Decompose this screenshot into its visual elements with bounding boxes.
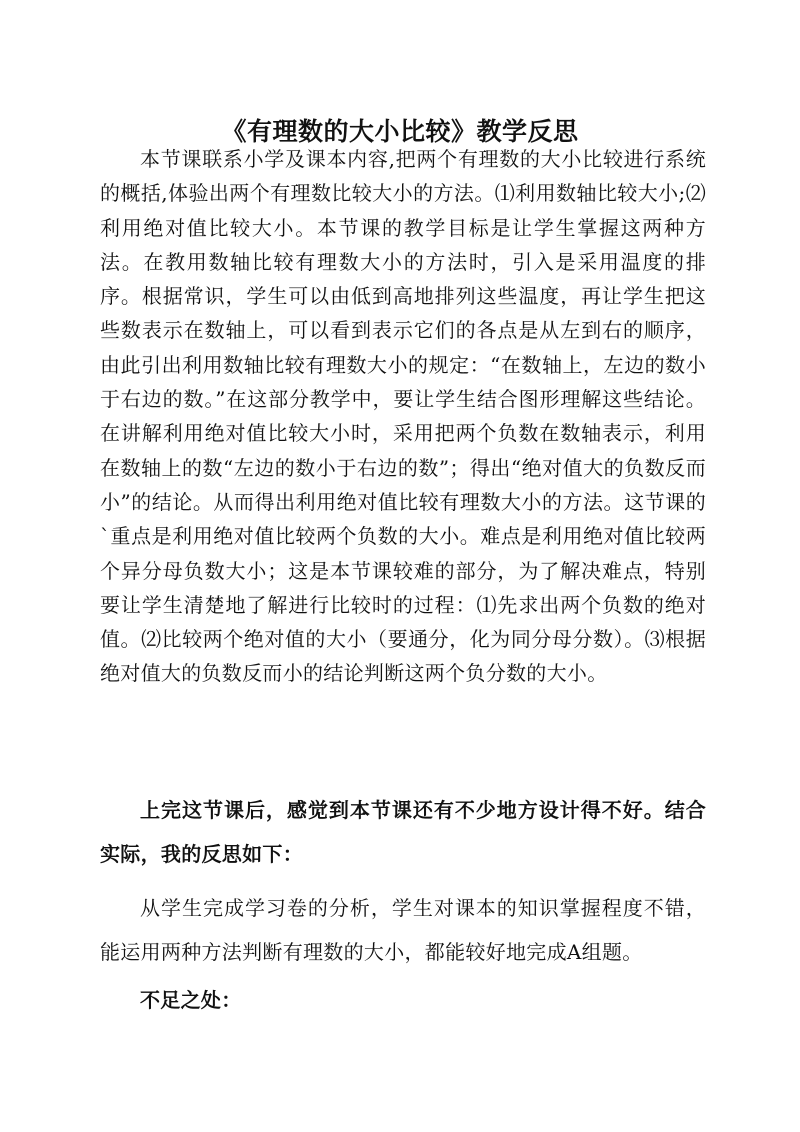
body-paragraph-method-summary: 本节课联系小学及课本内容,把两个有理数的大小比较进行系统的概括,体验出两个有理数比较大小的方法。⑴利用数轴比较大小;⑵利用绝对值比较大小。本节课的教学目标是让学生掌握这两种方法。在教用数轴比较有理数大小的方法时，引入是采用温度的排序。根据常识，学生可以由低到高地排列这些温度，再让学生把这些数表示在数轴上，可以看到表示它们的各点是从左到右的顺序，由此引出利用数轴比较有理数大小的规定：“在数轴上，左边的数小于右边的数。”在这部分教学中，要让学生结合图形理解这些结论。在讲解利用绝对值比较大小时，采用把两个负数在数轴表示，利用在数轴上的数“左边的数小于右边的数”；得出“绝对值大的负数反而小”的结论。从而得出利用绝对值比较有理数大小的方法。这节课的`重点是利用绝对值比较两个负数的大小。难点是利用绝对值比较两个异分母负数大小；这是本节课较难的部分，为了解决难点，特别要让学生清楚地了解进行比较时的过程：⑴先求出两个负数的绝对值。⑵比较两个绝对值的大小（要通分，化为同分母分数）。⑶根据绝对值大的负数反而小的结论判断这两个负分数的大小。 [100,147,706,686]
shortcomings-heading: 不足之处： [140,988,242,1012]
body-paragraph-learning-analysis: 从学生完成学习卷的分析，学生对课本的知识掌握程度不错，能运用两种方法判断有理数的大小，都能较好地完成A组题。 [100,896,706,964]
document-title: 《有理数的大小比较》教学反思 [221,116,579,146]
reflection-heading-paragraph: 上完这节课后，感觉到本节课还有不少地方设计得不好。结合实际，我的反思如下： [100,798,706,866]
